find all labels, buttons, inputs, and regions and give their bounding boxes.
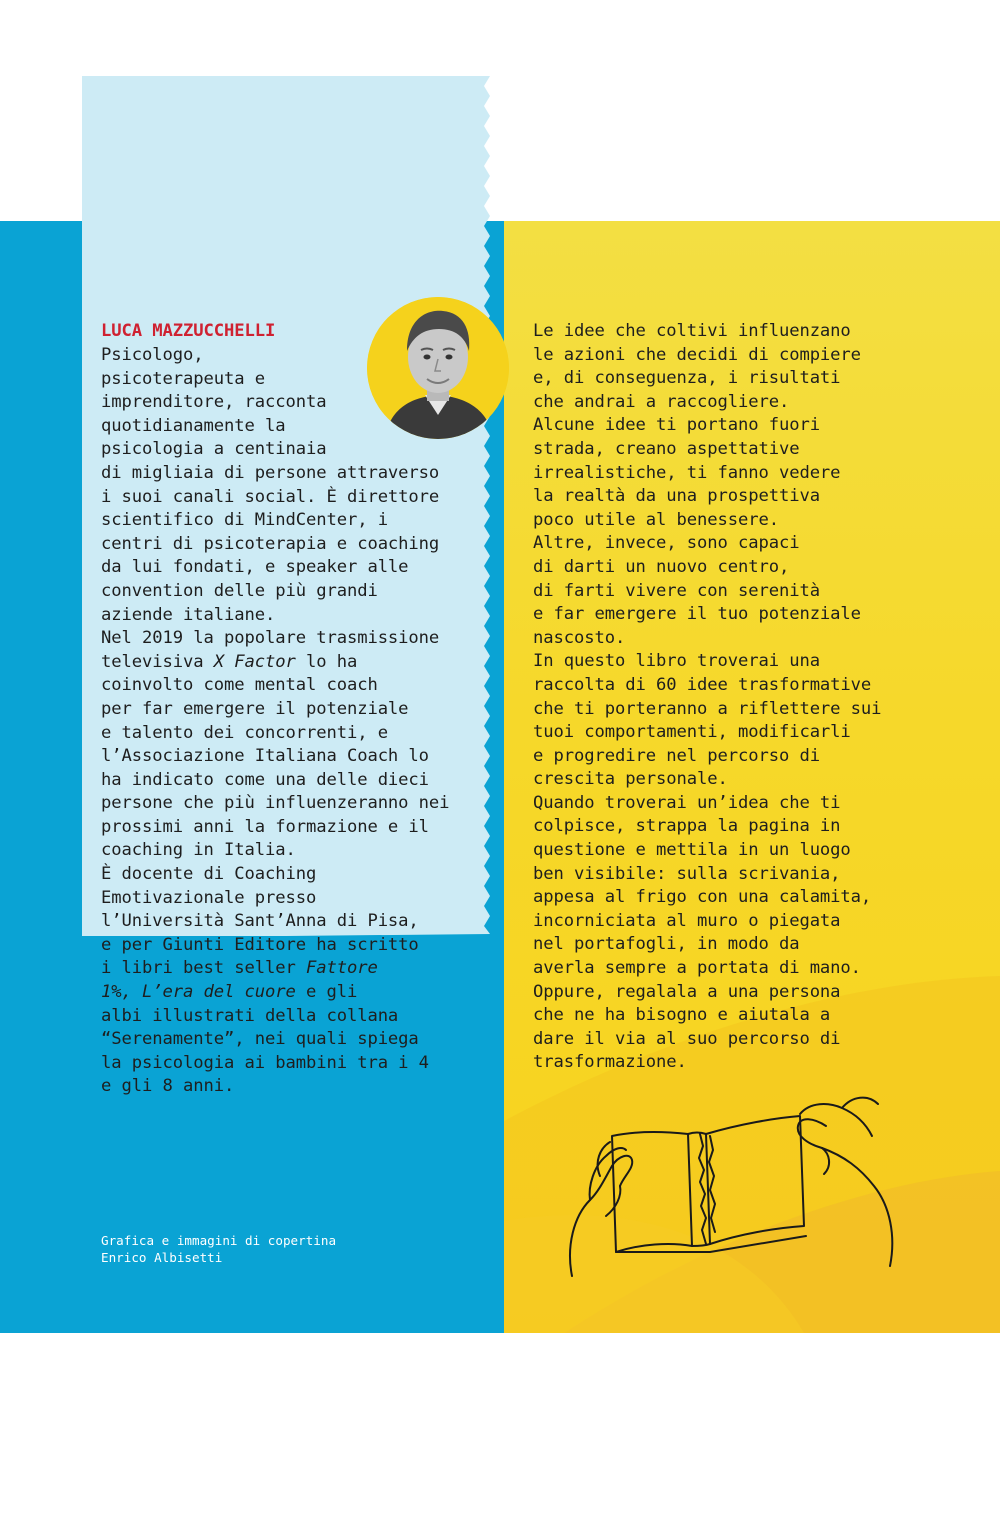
bio-line (101, 438, 501, 462)
bio-line (101, 698, 501, 722)
bio-line (101, 745, 501, 769)
bio-text: e gli 8 anni. (101, 1076, 235, 1097)
blurb-line: Le idee che coltivi influenzano (533, 321, 851, 341)
blurb-line: Quando troverai un’idea che ti (533, 792, 841, 813)
blurb-line: e, di conseguenza, i risultati (533, 368, 841, 389)
bio-line (101, 344, 501, 368)
blurb-line: crescita personale. (533, 769, 728, 790)
bio-line (101, 957, 501, 981)
bio-text: di migliaia di persone attraverso (101, 462, 440, 483)
blurb-line: che ti porteranno a riflettere sui (533, 698, 882, 719)
bio-text: ha indicato come una delle dieci (101, 769, 429, 790)
bio-line (101, 792, 501, 816)
bio-line (101, 910, 501, 934)
bio-text: È docente di Coaching (101, 864, 317, 885)
hands-tearing-book-icon (560, 1096, 900, 1296)
bio-text: convention delle più grandi (101, 580, 378, 601)
blurb-line: che ne ha bisogno e aiutala a (533, 1005, 831, 1026)
bio-text: persone che più influenzeranno nei (101, 793, 450, 814)
bio-line (101, 674, 501, 698)
bio-line (101, 486, 501, 510)
blurb-line: dare il via al suo percorso di (533, 1028, 841, 1049)
bio-text: e talento dei concorrenti, e (101, 722, 388, 743)
credits-line: Enrico Albisetti (101, 1250, 223, 1265)
bio-title-italic: X Factor (213, 651, 296, 672)
bio-text: Nel 2019 la popolare trasmissione (101, 628, 440, 649)
bio-text: lo ha (295, 651, 358, 672)
blurb-line: e progredire nel percorso di (533, 745, 820, 766)
bio-line (101, 887, 501, 911)
blurb-line: questione e mettila in un luogo (533, 840, 851, 861)
bio-line (101, 1005, 501, 1029)
bio-text: coinvolto come mental coach (101, 675, 378, 696)
blurb-line: ben visibile: sulla scrivania, (533, 863, 841, 884)
bio-text: i suoi canali social. È direttore (101, 486, 440, 507)
bio-text: la psicologia ai bambini tra i 4 (101, 1052, 429, 1073)
blurb-line: Alcune idee ti portano fuori (533, 415, 820, 436)
bio-line (101, 556, 501, 580)
bio-text: imprenditore, racconta (101, 392, 327, 413)
bio-line (101, 1075, 501, 1099)
blurb-line: di farti vivere con serenità (533, 580, 820, 601)
bio-line (101, 391, 501, 415)
bio-line (101, 1052, 501, 1076)
bio-text: per far emergere il potenziale (101, 698, 409, 719)
cover-credits (101, 1232, 336, 1266)
blurb-line: nel portafogli, in modo da (533, 934, 800, 955)
bio-text: centri di psicoterapia e coaching (101, 533, 440, 554)
bio-line (101, 462, 501, 486)
blurb-line: poco utile al benessere. (533, 509, 779, 530)
bio-line (101, 533, 501, 557)
credits-line: Grafica e immagini di copertina (101, 1233, 337, 1248)
blurb-line: trasformazione. (533, 1052, 687, 1073)
blurb-line: le azioni che decidi di compiere (533, 344, 861, 365)
author-name: LUCA MAZZUCCHELLI (101, 321, 276, 341)
bio-text: psicologia a centinaia (101, 439, 327, 460)
bio-text: coaching in Italia. (101, 840, 296, 861)
bio-line (101, 722, 501, 746)
bio-text: scientifico di MindCenter, i (101, 510, 388, 531)
blurb-line: di darti un nuovo centro, (533, 556, 790, 577)
bio-line (101, 627, 501, 651)
bio-line (101, 580, 501, 604)
bio-line (101, 863, 501, 887)
bio-line (101, 839, 501, 863)
bio-text: da lui fondati, e speaker alle (101, 557, 409, 578)
blurb-line: tuoi comportamenti, modificarli (533, 722, 851, 743)
blurb-line: Altre, invece, sono capaci (533, 533, 800, 554)
author-bio (101, 344, 501, 1099)
book-blurb (533, 320, 973, 1075)
blurb-line: strada, creano aspettative (533, 438, 800, 459)
bio-line (101, 509, 501, 533)
bio-line (101, 368, 501, 392)
bio-text: televisiva (101, 651, 214, 672)
bio-text: i libri best seller (101, 958, 306, 979)
blurb-line: colpisce, strappa la pagina in (533, 816, 841, 837)
bio-text: Psicologo, (101, 345, 204, 365)
blurb-line: appesa al frigo con una calamita, (533, 887, 872, 908)
bio-line (101, 934, 501, 958)
bio-line (101, 604, 501, 628)
bio-title-italic: Fattore (305, 958, 378, 979)
bio-line (101, 769, 501, 793)
blurb-line: che andrai a raccogliere. (533, 391, 790, 412)
bio-text: “Serenamente”, nei quali spiega (101, 1029, 419, 1050)
bio-text: albi illustrati della collana (101, 1005, 399, 1026)
bio-text: e gli (295, 982, 358, 1003)
bio-text: aziende italiane. (101, 604, 276, 625)
blurb-line: averla sempre a portata di mano. (533, 958, 861, 979)
bio-line (101, 816, 501, 840)
bio-line (101, 1028, 501, 1052)
bio-text: quotidianamente la (101, 415, 286, 436)
bio-line (101, 415, 501, 439)
bio-text: psicoterapeuta e (101, 368, 265, 389)
bio-text: Emotivazionale presso (101, 887, 317, 908)
bio-line (101, 981, 501, 1005)
blurb-line: irrealistiche, ti fanno vedere (533, 462, 841, 483)
bio-text: l’Università Sant’Anna di Pisa, (101, 911, 419, 932)
blurb-line: incorniciata al muro o piegata (533, 910, 841, 931)
bio-title-italic: 1%, L’era del cuore (101, 982, 296, 1003)
bio-line (101, 651, 501, 675)
blurb-line: nascosto. (533, 627, 626, 648)
blurb-line: raccolta di 60 idee trasformative (533, 674, 872, 695)
blurb-line: e far emergere il tuo potenziale (533, 604, 861, 625)
bio-text: prossimi anni la formazione e il (101, 816, 429, 837)
bio-text: e per Giunti Editore ha scritto (101, 934, 419, 955)
blurb-line: In questo libro troverai una (533, 651, 820, 672)
blurb-line: Oppure, regalala a una persona (533, 981, 841, 1002)
bio-text: l’Associazione Italiana Coach lo (101, 746, 429, 767)
blurb-line: la realtà da una prospettiva (533, 486, 820, 507)
